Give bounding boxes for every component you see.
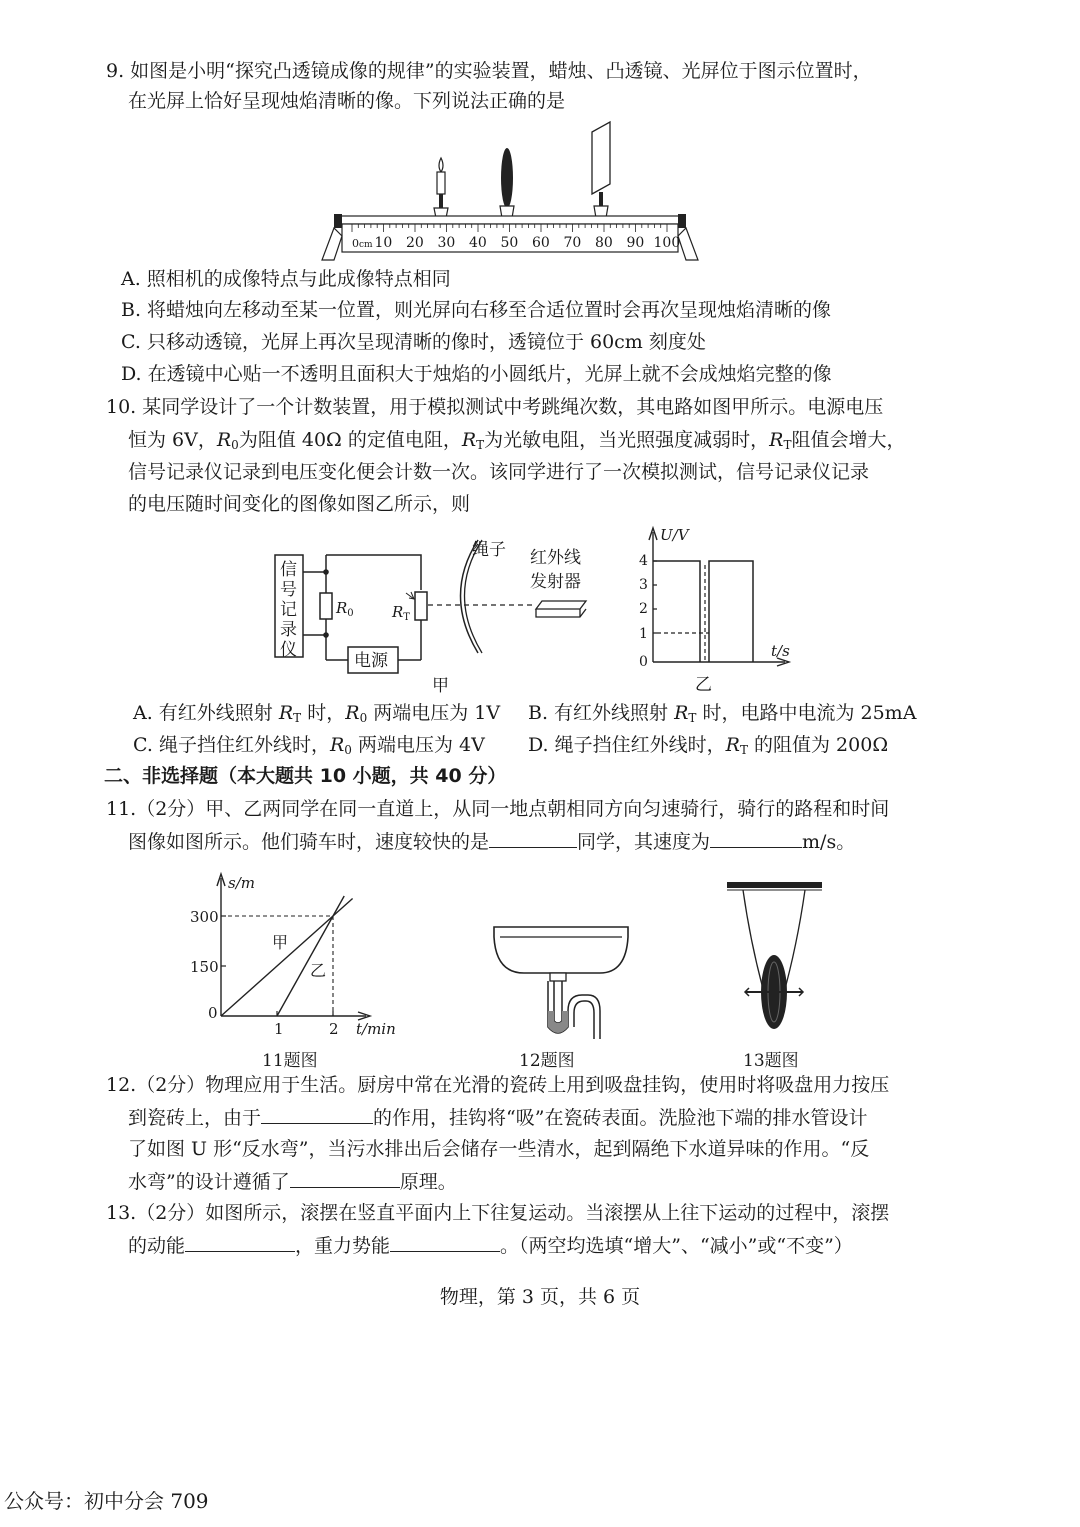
- q10-stem-line-3: 信号记录仪记录到电压变化便会计数一次。该同学进行了一次模拟测试，信号记录仪记录: [128, 461, 870, 483]
- q10-stem-2d: 阻值会增大，: [791, 429, 906, 451]
- infrared-emitter: [536, 601, 586, 617]
- q12-blank-2[interactable]: [290, 1169, 400, 1188]
- rt-subscript: T: [783, 438, 792, 452]
- q11-stem-line-2: 图像如图所示。他们骑车时，速度较快的是 同学，其速度为 m/s。: [128, 831, 856, 853]
- q10-stem-line-2: [128, 428, 906, 457]
- q12-stem-line-1: 12.（2分）物理应用于生活。厨房中常在光滑的瓷砖上用到吸盘挂钩，使用时将吸盘用力按压: [106, 1074, 890, 1096]
- q11-blank-1[interactable]: [489, 829, 577, 848]
- ytick-3: 3: [639, 577, 648, 593]
- fig13-caption: 13题图: [743, 1051, 799, 1071]
- q12-stem-line-2: 到瓷砖上，由于 的作用，挂钩将“吸”在瓷砖表面。洗脸池下端的排水管设计: [128, 1107, 868, 1129]
- graph-xlabel: t/s: [771, 642, 790, 660]
- q10-stem-line-1: 10. 某同学设计了一个计数装置，用于模拟测试中考跳绳次数，其电路如图甲所示。电源电压: [106, 396, 884, 418]
- q10-stem-line-4: 的电压随时间变化的图像如图乙所示，则: [128, 493, 471, 515]
- ruler-tick-label: 30: [437, 235, 456, 251]
- q10-voltage-graph: [625, 520, 795, 698]
- photoresistor-rt-label: $R_T$: [392, 603, 410, 623]
- ruler-tick-label: 20: [406, 235, 424, 251]
- watermark-text: 公众号：初中分会 709: [4, 1489, 209, 1513]
- svg-text:信: 信: [280, 560, 297, 580]
- ruler-tick-label: 50: [500, 235, 519, 251]
- fig11-caption: 11题图: [262, 1051, 318, 1071]
- section-2-title: 二、非选择题（本大题共 10 小题，共 40 分）: [104, 765, 507, 787]
- r0-symbol: R: [216, 429, 232, 451]
- q9-option-c: C. 只移动透镜，光屏上再次呈现清晰的像时，透镜位于 60cm 刻度处: [121, 331, 706, 353]
- q10-option-c: C. 绳子挡住红外线时，$R_0$ 两端电压为 4V: [133, 734, 485, 757]
- svg-text:记: 记: [280, 600, 297, 620]
- ytick-150: 150: [190, 958, 219, 976]
- signal-recorder-label: [280, 560, 297, 660]
- photoresistor-rt: [415, 592, 427, 620]
- resistor-r0-label: $R_0$: [336, 599, 354, 619]
- q10-circuit-figure: [268, 535, 608, 695]
- q12-stem-line-4: 水弯”的设计遵循了 原理。: [128, 1171, 457, 1193]
- q12-blank-1[interactable]: [261, 1105, 373, 1124]
- ytick-0: 0: [639, 654, 648, 670]
- ruler-tick-label: 40: [469, 235, 487, 251]
- xtick-1: 1: [274, 1020, 284, 1038]
- svg-text:仪: 仪: [280, 640, 297, 660]
- ruler-unit-label: cm: [359, 240, 373, 250]
- fig12-caption: 12题图: [519, 1051, 575, 1071]
- ytick-0: 0: [208, 1004, 218, 1022]
- q13-blank-1[interactable]: [185, 1233, 295, 1252]
- light-screen: [592, 122, 610, 218]
- q9-optical-bench-figure: [318, 118, 710, 266]
- ruler-tick-label: 100: [653, 235, 681, 251]
- q11-blank-2[interactable]: [710, 829, 802, 848]
- graph-ylabel: U/V: [660, 526, 689, 544]
- ytick-1: 1: [639, 626, 648, 642]
- sink-basin: [494, 927, 628, 973]
- trap-water: [548, 1011, 568, 1033]
- emitter-label-2: 发射器: [530, 572, 581, 592]
- rt-symbol: R: [769, 429, 784, 451]
- graph-ylabel: s/m: [228, 874, 255, 892]
- light-arrows: [406, 592, 414, 599]
- graph-xlabel: t/min: [356, 1020, 396, 1038]
- voltage-waveform: [653, 561, 753, 662]
- q10-option-d: D. 绳子挡住红外线时，$R_T$ 的阻值为 200Ω: [528, 734, 889, 757]
- series-label-yi: 乙: [310, 961, 327, 980]
- ruler-tick-label: 90: [626, 235, 645, 251]
- q12-sink-trap-figure: [488, 915, 638, 1040]
- ruler-tick-label: 10: [374, 235, 393, 251]
- q12-stem-line-3: 了如图 U 形“反水弯”，当污水排出后会储存一些清水，起到隔绝下水道异味的作用。“反: [128, 1138, 870, 1160]
- ruler-tick-label: 80: [595, 235, 613, 251]
- q9-stem-line-2: 在光屏上恰好呈现烛焰清晰的像。下列说法正确的是: [128, 90, 566, 112]
- q13-stem-line-1: 13.（2分）如图所示，滚摆在竖直平面内上下往复运动。当滚摆从上往下运动的过程中，滚摆: [106, 1202, 890, 1224]
- q10-stem-2a: 恒为 6V，: [128, 429, 217, 451]
- series-label-jia: 甲: [272, 933, 289, 952]
- resistor-r0: [320, 593, 332, 619]
- rope-label: 绳子: [472, 540, 506, 560]
- ruler-tick-label: 60: [532, 235, 550, 251]
- series-line-yi: [277, 896, 344, 1016]
- candle: [434, 158, 448, 218]
- q13-stem-line-2: 的动能 ，重力势能 。（两空均选填“增大”、“减小”或“不变”）: [128, 1235, 853, 1257]
- q13-blank-2[interactable]: [390, 1233, 500, 1252]
- page-footer: 物理，第 3 页，共 6 页: [439, 1286, 641, 1308]
- q9-option-b: B. 将蜡烛向左移动至某一位置，则光屏向右移至合适位置时会再次呈现烛焰清晰的像: [121, 299, 832, 321]
- q9-stem-line-1: 9. 如图是小明“探究凸透镜成像的规律”的实验装置，蜡烛、凸透镜、光屏位于图示位置时，: [106, 60, 872, 82]
- svg-text:号: 号: [280, 580, 297, 600]
- junction-dot: [323, 632, 329, 638]
- q13-maxwell-wheel-figure: [725, 876, 830, 1041]
- circuit-caption: 甲: [432, 676, 449, 695]
- ytick-4: 4: [639, 553, 648, 569]
- svg-text:录: 录: [280, 620, 297, 640]
- xtick-2: 2: [329, 1020, 339, 1038]
- q10-stem-2b: 为阻值 40Ω 的定值电阻，: [238, 429, 462, 451]
- ruler-tick-label: 70: [563, 235, 582, 251]
- graph-caption: 乙: [695, 675, 712, 695]
- q11-distance-time-graph: [186, 868, 406, 1040]
- ruler-tick-label: 0: [352, 237, 359, 250]
- junction-dot: [323, 569, 329, 575]
- ytick-2: 2: [639, 601, 648, 617]
- q10-option-b: B. 有红外线照射 $R_T$ 时，电路中电流为 25mA: [528, 702, 917, 725]
- rt-subscript: T: [476, 438, 485, 452]
- ytick-300: 300: [190, 908, 219, 926]
- power-source-label: 电源: [354, 651, 388, 671]
- support-bar: [727, 882, 822, 888]
- q11-plot-area: [221, 896, 353, 1016]
- rt-symbol: R: [461, 429, 477, 451]
- convex-lens: [500, 148, 514, 218]
- q9-option-a: A. 照相机的成像特点与此成像特点相同: [121, 268, 451, 290]
- q10-stem-2c: 为光敏电阻，当光照强度减弱时，: [484, 429, 770, 451]
- emitter-label-1: 红外线: [530, 548, 581, 568]
- r0-subscript: 0: [231, 438, 239, 452]
- q10-option-a: A. 有红外线照射 $R_T$ 时，$R_0$ 两端电压为 1V: [133, 702, 501, 725]
- q9-option-d: D. 在透镜中心贴一不透明且面积大于烛焰的小圆纸片，光屏上就不会成烛焰完整的像: [121, 363, 832, 385]
- q11-stem-line-1: 11.（2分）甲、乙两同学在同一直道上，从同一地点朝相同方向匀速骑行，骑行的路程和时间: [106, 798, 890, 820]
